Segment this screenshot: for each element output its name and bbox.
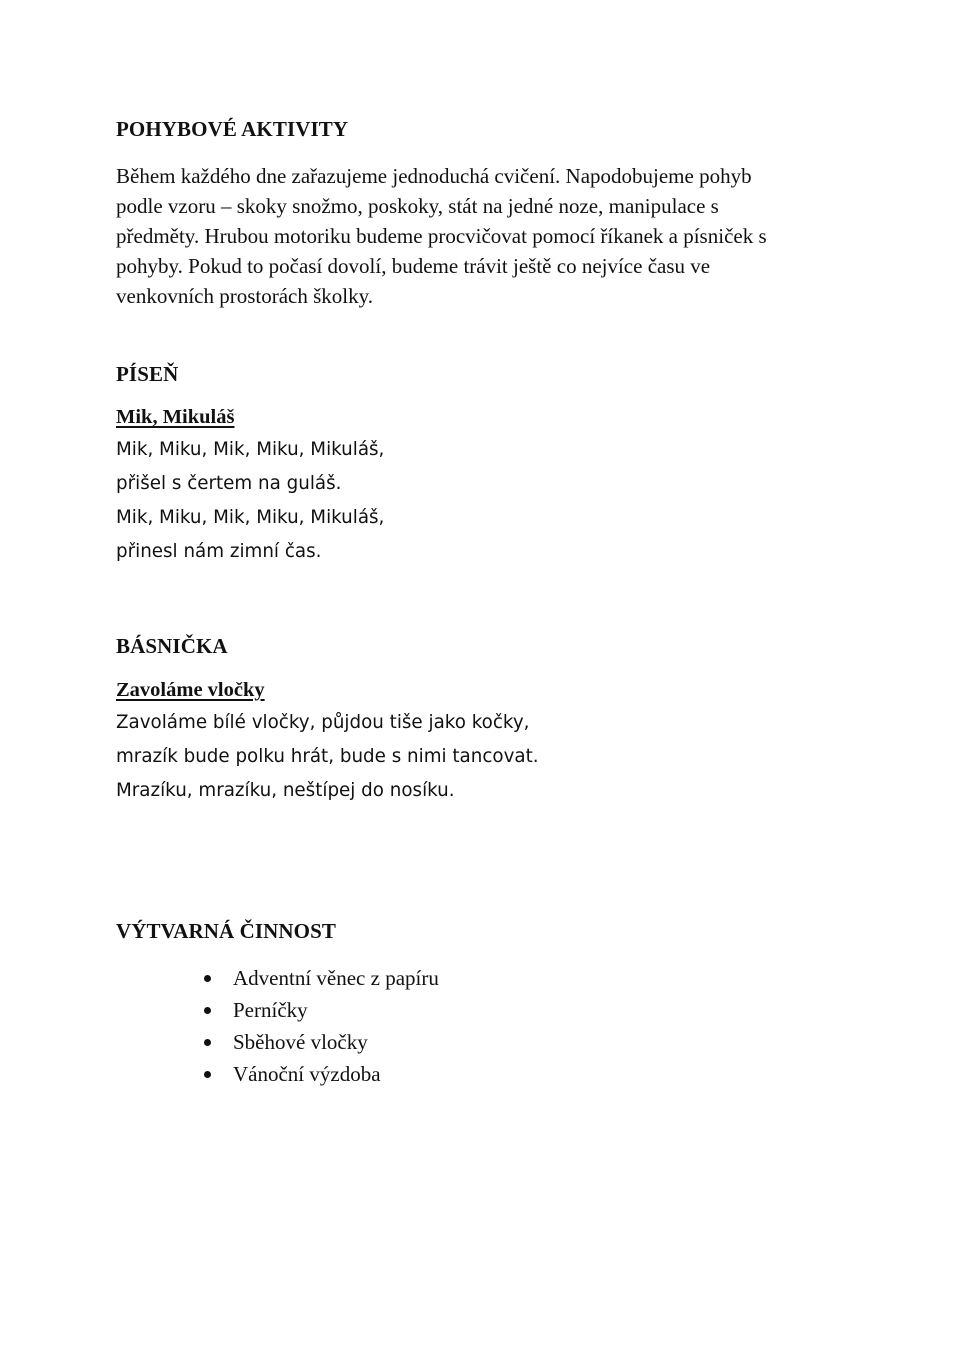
list-item-label: Sběhové vločky [233,1030,368,1054]
poem-title: Zavoláme vločky [116,679,265,701]
list-item-label: Perníčky [233,998,308,1022]
list-item [200,994,439,1026]
paragraph-pohybove-aktivity [116,161,846,311]
verse-line: Zavoláme bílé vločky, půjdou tiše jako kočky, [116,712,530,733]
heading-pisen: PÍSEŇ [116,362,179,386]
list-item [200,1058,439,1090]
song-title: Mik, Mikuláš [116,406,235,428]
list-item [200,962,439,994]
song-lyrics [116,433,384,569]
paragraph-line: předměty. Hrubou motoriku budeme procvičovat pomocí říkanek a písniček s [116,224,767,248]
poem-lines [116,706,539,808]
paragraph-line: Během každého dne zařazujeme jednoduchá cvičení. Napodobujeme pohyb [116,164,752,188]
bullet-icon [204,1039,211,1046]
verse-line: přišel s čertem na guláš. [116,473,342,494]
paragraph-line: venkovních prostorách školky. [116,284,374,308]
list-item-label: Vánoční výzdoba [233,1062,381,1086]
paragraph-line: pohyby. Pokud to počasí dovolí, budeme trávit ještě co nejvíce času ve [116,254,711,278]
verse-line: Mik, Miku, Mik, Miku, Mikuláš, [116,507,385,528]
verse-line: mrazík bude polku hrát, bude s nimi tancovat. [116,746,539,767]
bullet-icon [204,1007,211,1014]
heading-pohybove-aktivity: POHYBOVÉ AKTIVITY [116,117,349,141]
bullet-icon [204,1071,211,1078]
verse-line: Mik, Miku, Mik, Miku, Mikuláš, [116,439,385,460]
paragraph-line: podle vzoru – skoky snožmo, poskoky, stát na jedné noze, manipulace s [116,194,719,218]
bullet-icon [204,975,211,982]
verse-line: přinesl nám zimní čas. [116,541,322,562]
verse-line: Mrazíku, mrazíku, neštípej do nosíku. [116,780,455,801]
heading-basnicka: BÁSNIČKA [116,634,228,658]
art-activities-list [200,962,439,1090]
list-item-label: Adventní věnec z papíru [233,966,439,990]
heading-vytvarna-cinnost: VÝTVARNÁ ČINNOST [116,919,336,943]
list-item [200,1026,439,1058]
